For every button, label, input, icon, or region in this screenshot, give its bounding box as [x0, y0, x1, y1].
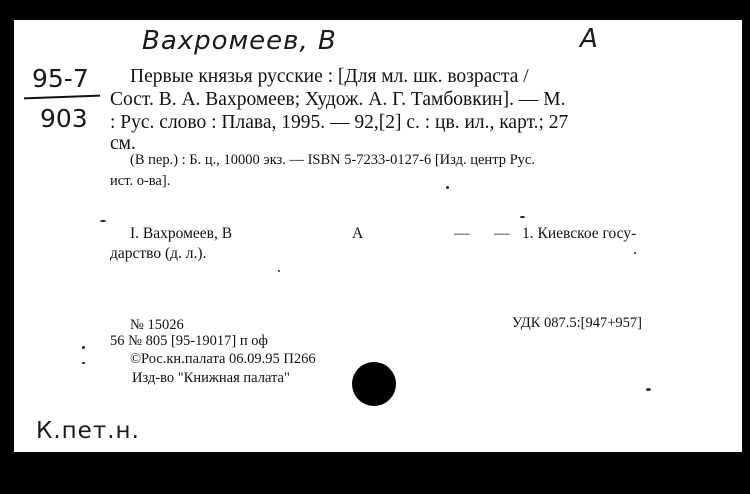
registry-number: № 15026	[130, 317, 184, 333]
scan-speck	[634, 252, 636, 254]
punch-hole	[352, 362, 396, 406]
entry-title-line-3: : Рус. слово : Плава, 1995. — 92,[2] с. : цв. ил., карт.; 27	[110, 112, 569, 133]
tracing-dash-2: —	[494, 225, 510, 242]
scan-speck	[278, 270, 280, 272]
registry-line-4: Изд-во "Книжная палата"	[132, 370, 290, 386]
handwritten-footer-note: К.пет.н.	[36, 418, 140, 444]
scan-speck	[646, 388, 651, 391]
entry-title-line-4: см.	[110, 133, 136, 154]
scan-speck	[82, 362, 85, 364]
handwritten-shelf-code-bottom: 903	[40, 104, 88, 133]
handwritten-shelf-code-top: 95-7	[32, 64, 89, 93]
tracing-subject-line-1: 1. Киевское госу-	[522, 225, 637, 242]
scan-speck	[100, 220, 106, 222]
binding-line-2: ист. о-ва].	[110, 173, 171, 189]
scan-speck	[82, 346, 85, 349]
handwritten-author-name: Вахромеев, В	[142, 26, 337, 56]
tracing-initial: А	[352, 225, 364, 242]
handwritten-corner-letter: А	[580, 24, 599, 54]
tracing-author: I. Вахромеев, В	[130, 225, 233, 242]
binding-line-1: (В пер.) : Б. ц., 10000 экз. — ISBN 5-7233-0127-6 [Изд. центр Рус.	[130, 152, 535, 168]
entry-title-line-2: Сост. В. А. Вахромеев; Худож. А. Г. Тамбовкин]. — М.	[110, 89, 566, 110]
tracing-subject-line-2: дарство (д. л.).	[110, 245, 207, 262]
tracing-dash: —	[454, 225, 470, 242]
registry-udk: УДК 087.5:[947+957]	[512, 315, 642, 331]
registry-line-3: ©Рос.кн.палата 06.09.95 П266	[130, 351, 316, 367]
registry-line-2: 56 № 805 [95-19017] п оф	[110, 333, 268, 349]
entry-title-line-1: Первые князья русские : [Для мл. шк. возраста /	[130, 66, 529, 87]
catalog-card	[14, 20, 742, 452]
handwritten-underline	[24, 95, 100, 100]
scan-speck	[446, 186, 449, 189]
scan-speck	[520, 216, 525, 218]
